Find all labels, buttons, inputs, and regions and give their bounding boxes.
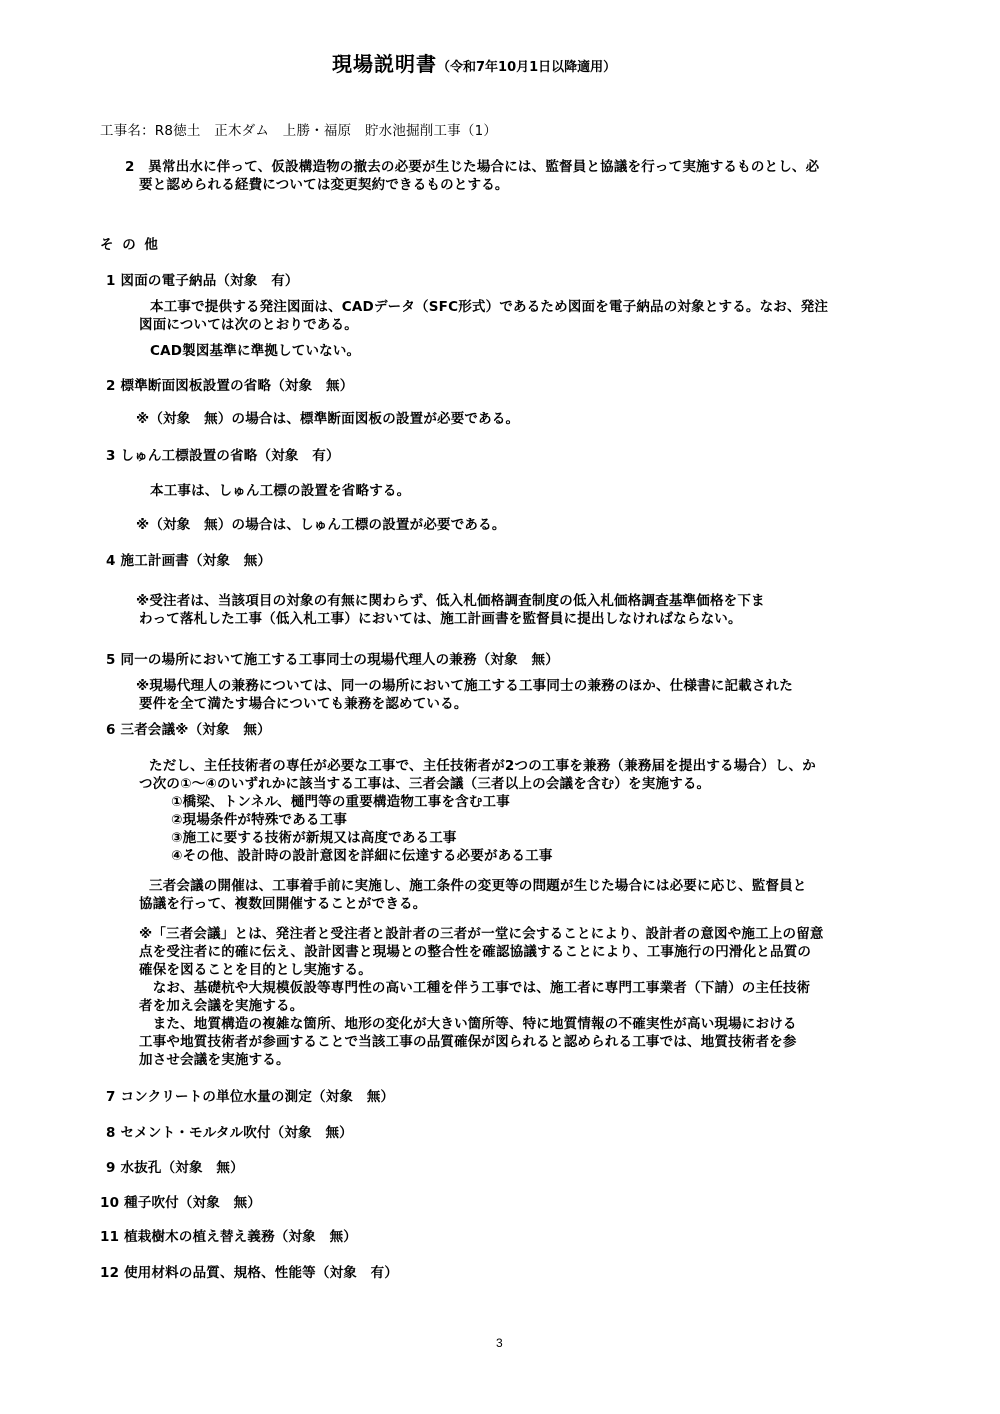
item1-heading: 1 図面の電子納品（対象 有） bbox=[106, 273, 299, 289]
item12-heading: 12 使用材料の品質、規格、性能等（対象 有） bbox=[100, 1265, 399, 1281]
item1-p1-line2: 図面については次のとおりである。 bbox=[139, 317, 358, 333]
item2-heading: 2 標準断面図板設置の省略（対象 無） bbox=[106, 378, 354, 394]
item6-p1-line2: つ次の①～④のいずれかに該当する工事は、三者会議（三者以上の会議を含む）を実施する。 bbox=[139, 776, 711, 792]
item6-note-line5: 者を加え会議を実施する。 bbox=[139, 998, 304, 1014]
item6-p2-line2: 協議を行って、複数回開催することができる。 bbox=[139, 896, 427, 912]
item6-note-line1: ※「三者会議」とは、発注者と受注者と設計者の三者が一堂に会することにより、設計者の意図や施工上の留意 bbox=[139, 926, 824, 942]
item6-list-2: ②現場条件が特殊である工事 bbox=[171, 812, 348, 828]
item4-note-line2: わって落札した工事（低入札工事）においては、施工計画書を監督員に提出しなければならない。 bbox=[139, 611, 742, 627]
item6-list-4: ④その他、設計時の設計意図を詳細に伝達する必要がある工事 bbox=[171, 848, 553, 864]
item7-heading: 7 コンクリートの単位水量の測定（対象 無） bbox=[106, 1089, 395, 1105]
item2-line2: 要と認められる経費については変更契約できるものとする。 bbox=[139, 177, 509, 193]
item11-heading: 11 植栽樹木の植え替え義務（対象 無） bbox=[100, 1229, 357, 1245]
page-title bbox=[332, 48, 616, 77]
item3-note: ※（対象 無）の場合は、しゅん工標の設置が必要である。 bbox=[136, 517, 506, 533]
item6-list-3: ③施工に要する技術が新規又は高度である工事 bbox=[171, 830, 457, 846]
item10-heading: 10 種子吹付（対象 無） bbox=[100, 1195, 262, 1211]
item6-list-1: ①橋梁、トンネル、樋門等の重要構造物工事を含む工事 bbox=[171, 794, 510, 810]
item4-note-line1: ※受注者は、当該項目の対象の有無に関わらず、低入札価格調査制度の低入札価格調査基準価格を下ま bbox=[136, 593, 765, 609]
item6-note-line2: 点を受注者に的確に伝え、設計図書と現場との整合性を確認協議することにより、工事施行の円滑化と品質の bbox=[139, 944, 812, 960]
item3-p1: 本工事は、しゅん工標の設置を省略する。 bbox=[150, 483, 411, 499]
item6-note-line3: 確保を図ることを目的とし実施する。 bbox=[139, 962, 372, 978]
item2-note: ※（対象 無）の場合は、標準断面図板の設置が必要である。 bbox=[136, 411, 520, 427]
item6-p1-line1: ただし、主任技術者の専任が必要な工事で、主任技術者が2つの工事を兼務（兼務届を提出する場合）し、か bbox=[149, 758, 816, 774]
item6-heading: 6 三者会議※（対象 無） bbox=[106, 722, 271, 738]
item6-note-line7: 工事や地質技術者が参画することで当該工事の品質確保が図られると認められる工事では、地質技術者を参 bbox=[139, 1034, 797, 1050]
item3-heading: 3 しゅん工標設置の省略（対象 有） bbox=[106, 448, 340, 464]
item5-heading: 5 同一の場所において施工する工事同士の現場代理人の兼務（対象 無） bbox=[106, 652, 559, 668]
item5-note-line1: ※現場代理人の兼務については、同一の場所において施工する工事同士の兼務のほか、仕様書に記載された bbox=[136, 678, 793, 694]
item1-p2: CAD製図基準に準拠していない。 bbox=[150, 343, 361, 359]
item8-heading: 8 セメント・モルタル吹付（対象 無） bbox=[106, 1125, 353, 1141]
item5-note-line2: 要件を全て満たす場合についても兼務を認めている。 bbox=[139, 696, 468, 712]
title-main: 現場説明書 bbox=[332, 52, 437, 76]
work-name: 工事名：R8徳土 正木ダム 上勝・福原 貯水池掘削工事（1） bbox=[100, 123, 498, 139]
item4-heading: 4 施工計画書（対象 無） bbox=[106, 553, 272, 569]
item6-note-line4: なお、基礎杭や大規模仮設等専門性の高い工種を伴う工事では、施工者に専門工事業者（下請）の主任技術 bbox=[139, 980, 811, 996]
item2-line1: 2 異常出水に伴って、仮設構造物の撤去の必要が生じた場合には、監督員と協議を行って実施するものとし、必 bbox=[125, 159, 820, 175]
item1-p1-line1: 本工事で提供する発注図面は、CADデータ（SFC形式）であるため図面を電子納品の対象とする。なお、発注 bbox=[150, 299, 829, 315]
section-other-heading: そ の 他 bbox=[100, 237, 160, 253]
title-sub: （令和7年10月1日以降適用） bbox=[437, 60, 617, 75]
item6-note-line8: 加させ会議を実施する。 bbox=[139, 1052, 290, 1068]
page-number: 3 bbox=[496, 1336, 503, 1350]
item6-note-line6: また、地質構造の複雑な箇所、地形の変化が大きい箇所等、特に地質情報の不確実性が高い現場における bbox=[139, 1016, 797, 1032]
item6-p2-line1: 三者会議の開催は、工事着手前に実施し、施工条件の変更等の問題が生じた場合には必要に応じ、監督員と bbox=[149, 878, 807, 894]
item9-heading: 9 水抜孔（対象 無） bbox=[106, 1160, 244, 1176]
